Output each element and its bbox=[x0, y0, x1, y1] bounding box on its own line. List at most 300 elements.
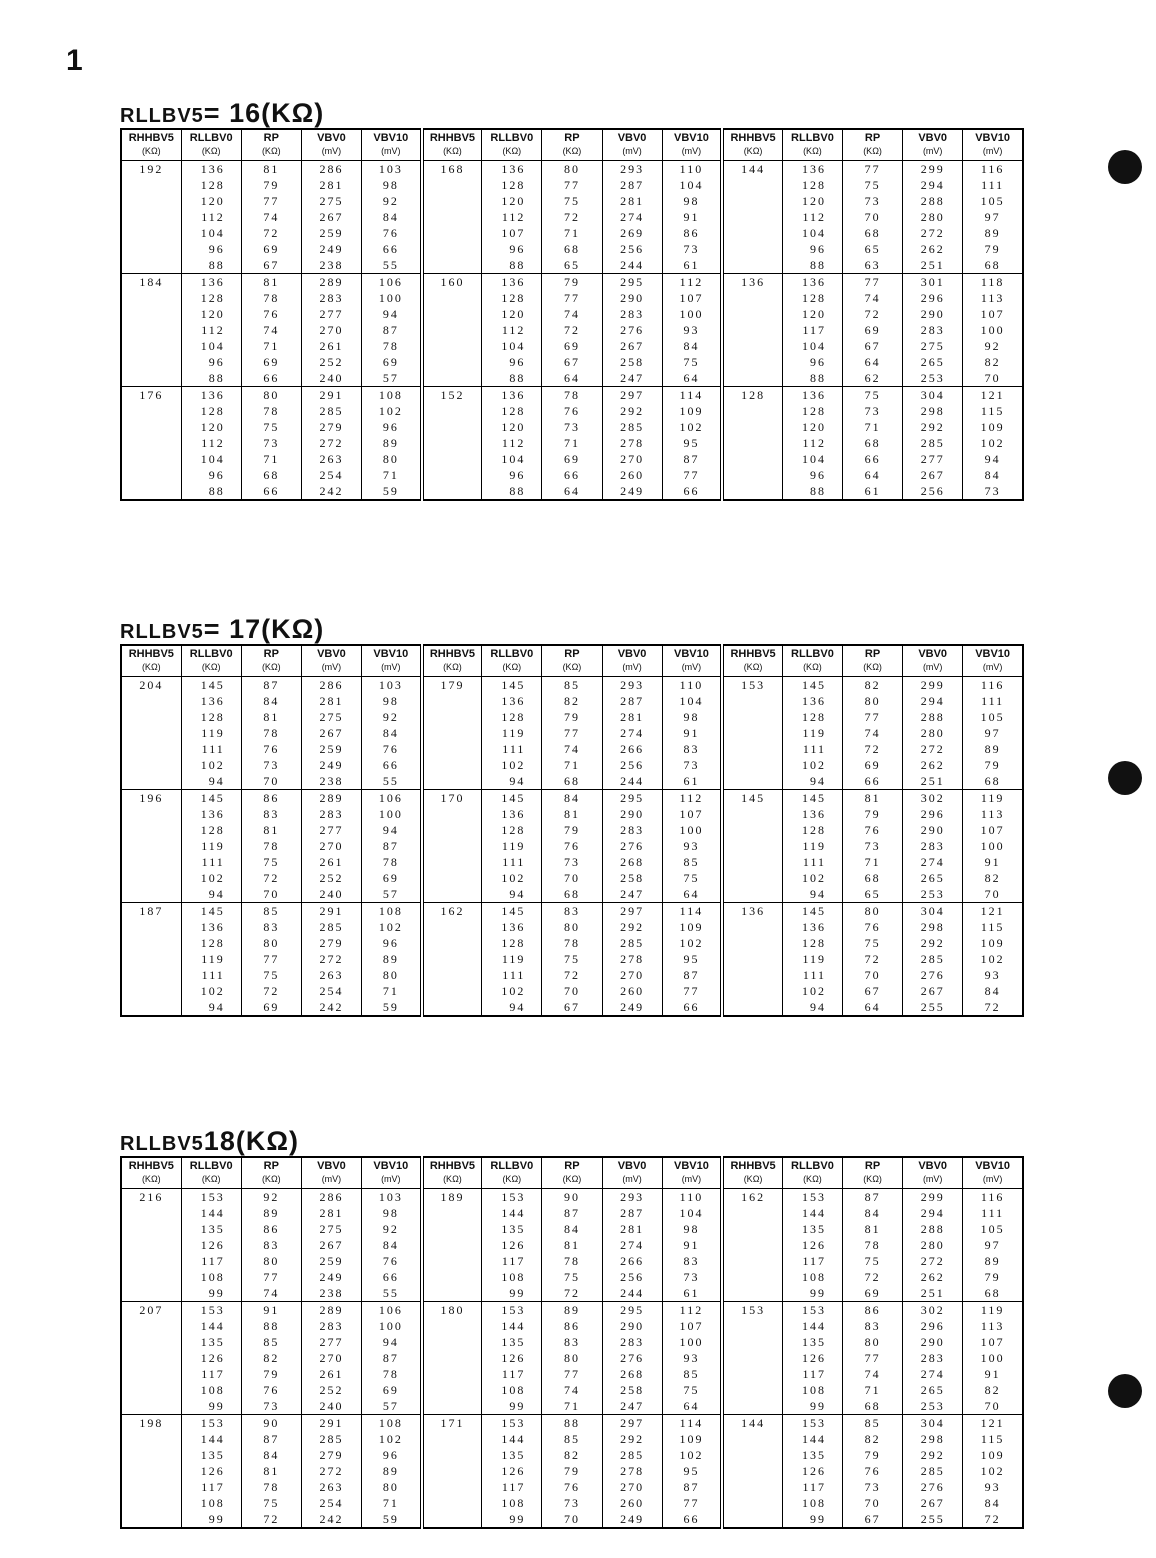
cell-rhhbv5 bbox=[121, 1285, 181, 1302]
cell-vbv10: 69 bbox=[362, 354, 422, 370]
cell-vbv10: 107 bbox=[963, 822, 1023, 838]
cell-vbv10: 68 bbox=[963, 257, 1023, 274]
cell-rhhbv5 bbox=[121, 209, 181, 225]
cell-rhhbv5 bbox=[121, 951, 181, 967]
cell-rhhbv5 bbox=[121, 1205, 181, 1221]
cell-rhhbv5 bbox=[422, 1285, 482, 1302]
table-row bbox=[121, 677, 1023, 694]
cell-vbv10: 94 bbox=[963, 451, 1023, 467]
cell-rp: 73 bbox=[843, 193, 903, 209]
cell-rhhbv5 bbox=[722, 354, 782, 370]
cell-rllbv0: 108 bbox=[782, 1269, 842, 1285]
cell-rhhbv5 bbox=[121, 1334, 181, 1350]
cell-vbv0: 266 bbox=[602, 741, 662, 757]
cell-vbv10: 55 bbox=[362, 773, 422, 790]
cell-rllbv0: 88 bbox=[482, 257, 542, 274]
cell-vbv0: 265 bbox=[903, 870, 963, 886]
cell-rllbv0: 108 bbox=[482, 1382, 542, 1398]
cell-rp: 84 bbox=[241, 693, 301, 709]
cell-rhhbv5 bbox=[422, 370, 482, 387]
cell-rhhbv5 bbox=[422, 1350, 482, 1366]
cell-vbv10: 70 bbox=[963, 886, 1023, 903]
cell-rhhbv5: 180 bbox=[422, 1302, 482, 1319]
cell-rhhbv5 bbox=[422, 1221, 482, 1237]
cell-vbv0: 296 bbox=[903, 1318, 963, 1334]
cell-rllbv0: 126 bbox=[782, 1463, 842, 1479]
cell-rhhbv5 bbox=[422, 1479, 482, 1495]
cell-rp: 86 bbox=[241, 1221, 301, 1237]
cell-vbv10: 113 bbox=[963, 1318, 1023, 1334]
cell-vbv0: 275 bbox=[301, 193, 361, 209]
cell-rp: 80 bbox=[241, 935, 301, 951]
cell-vbv0: 252 bbox=[301, 354, 361, 370]
cell-rhhbv5 bbox=[422, 773, 482, 790]
column-header-name: RHHBV5 bbox=[429, 132, 476, 144]
table-row bbox=[121, 1269, 1023, 1285]
cell-rhhbv5: 162 bbox=[422, 903, 482, 920]
cell-vbv0: 280 bbox=[903, 725, 963, 741]
cell-rhhbv5 bbox=[722, 338, 782, 354]
cell-rhhbv5 bbox=[121, 403, 181, 419]
punch-hole-middle bbox=[1108, 761, 1142, 795]
column-header-unit: (KΩ) bbox=[201, 1174, 221, 1184]
cell-rhhbv5 bbox=[722, 241, 782, 257]
cell-vbv10: 89 bbox=[362, 1463, 422, 1479]
table-row bbox=[121, 870, 1023, 886]
cell-vbv10: 110 bbox=[662, 677, 722, 694]
table-row bbox=[121, 225, 1023, 241]
cell-rhhbv5 bbox=[121, 709, 181, 725]
cell-rp: 72 bbox=[843, 741, 903, 757]
cell-rllbv0: 126 bbox=[181, 1237, 241, 1253]
cell-rllbv0: 135 bbox=[482, 1447, 542, 1463]
cell-vbv0: 287 bbox=[602, 177, 662, 193]
cell-vbv0: 294 bbox=[903, 177, 963, 193]
table-row bbox=[121, 209, 1023, 225]
cell-rllbv0: 128 bbox=[782, 290, 842, 306]
cell-rllbv0: 128 bbox=[482, 935, 542, 951]
section-title bbox=[120, 1126, 299, 1156]
table-row bbox=[121, 177, 1023, 193]
cell-vbv0: 274 bbox=[602, 209, 662, 225]
cell-vbv0: 263 bbox=[301, 451, 361, 467]
cell-rp: 77 bbox=[542, 1366, 602, 1382]
cell-vbv0: 287 bbox=[602, 1205, 662, 1221]
cell-rllbv0: 128 bbox=[482, 822, 542, 838]
cell-rhhbv5: 207 bbox=[121, 1302, 181, 1319]
column-header bbox=[843, 129, 903, 161]
cell-rp: 61 bbox=[843, 483, 903, 500]
cell-rhhbv5 bbox=[121, 1318, 181, 1334]
cell-rp: 78 bbox=[241, 403, 301, 419]
cell-rp: 84 bbox=[241, 1447, 301, 1463]
cell-vbv10: 78 bbox=[362, 338, 422, 354]
cell-rllbv0: 111 bbox=[181, 967, 241, 983]
cell-rhhbv5 bbox=[722, 983, 782, 999]
cell-rllbv0: 117 bbox=[782, 1253, 842, 1269]
cell-rhhbv5 bbox=[722, 838, 782, 854]
column-header-name: VBV0 bbox=[617, 648, 647, 660]
cell-rllbv0: 99 bbox=[782, 1398, 842, 1415]
cell-rllbv0: 111 bbox=[782, 741, 842, 757]
cell-vbv0: 261 bbox=[301, 854, 361, 870]
cell-rllbv0: 145 bbox=[482, 903, 542, 920]
cell-rhhbv5 bbox=[722, 483, 782, 500]
cell-vbv10: 109 bbox=[963, 419, 1023, 435]
cell-vbv0: 293 bbox=[602, 1189, 662, 1206]
cell-rp: 80 bbox=[542, 1350, 602, 1366]
cell-rhhbv5 bbox=[121, 806, 181, 822]
cell-rp: 85 bbox=[241, 903, 301, 920]
cell-vbv0: 272 bbox=[903, 225, 963, 241]
cell-vbv10: 73 bbox=[963, 483, 1023, 500]
cell-rhhbv5 bbox=[722, 193, 782, 209]
cell-rllbv0: 120 bbox=[782, 306, 842, 322]
cell-rp: 72 bbox=[542, 1285, 602, 1302]
cell-vbv0: 240 bbox=[301, 886, 361, 903]
cell-rhhbv5 bbox=[422, 435, 482, 451]
cell-rp: 79 bbox=[843, 806, 903, 822]
table-row bbox=[121, 322, 1023, 338]
cell-rllbv0: 120 bbox=[181, 419, 241, 435]
cell-vbv10: 61 bbox=[662, 257, 722, 274]
column-header-name: RLLBV0 bbox=[791, 1160, 834, 1172]
cell-vbv0: 285 bbox=[903, 951, 963, 967]
cell-rhhbv5 bbox=[422, 1237, 482, 1253]
cell-vbv10: 59 bbox=[362, 483, 422, 500]
table-row bbox=[121, 1366, 1023, 1382]
cell-rp: 74 bbox=[843, 725, 903, 741]
cell-vbv10: 113 bbox=[963, 290, 1023, 306]
cell-rhhbv5: 144 bbox=[722, 161, 782, 178]
cell-vbv10: 87 bbox=[662, 967, 722, 983]
cell-rhhbv5 bbox=[722, 306, 782, 322]
cell-rhhbv5 bbox=[722, 435, 782, 451]
column-header-name: RLLBV0 bbox=[189, 648, 233, 660]
cell-rhhbv5 bbox=[722, 806, 782, 822]
cell-vbv10: 59 bbox=[362, 1511, 422, 1528]
cell-vbv0: 281 bbox=[301, 693, 361, 709]
cell-rp: 80 bbox=[542, 919, 602, 935]
table-row bbox=[121, 919, 1023, 935]
cell-vbv10: 85 bbox=[662, 1366, 722, 1382]
cell-rllbv0: 107 bbox=[482, 225, 542, 241]
cell-vbv0: 244 bbox=[602, 773, 662, 790]
cell-vbv0: 267 bbox=[903, 983, 963, 999]
cell-rllbv0: 136 bbox=[181, 387, 241, 404]
cell-rp: 74 bbox=[843, 1366, 903, 1382]
cell-vbv0: 275 bbox=[301, 1221, 361, 1237]
cell-rllbv0: 119 bbox=[782, 838, 842, 854]
column-header-unit: (KΩ) bbox=[562, 1174, 582, 1184]
cell-rllbv0: 120 bbox=[482, 419, 542, 435]
cell-rhhbv5 bbox=[422, 467, 482, 483]
cell-rllbv0: 145 bbox=[782, 903, 842, 920]
column-header-name: VBV10 bbox=[975, 648, 1011, 660]
cell-rllbv0: 111 bbox=[482, 854, 542, 870]
column-header-unit: (KΩ) bbox=[502, 1174, 522, 1184]
cell-rp: 62 bbox=[843, 370, 903, 387]
cell-vbv10: 93 bbox=[963, 967, 1023, 983]
cell-vbv0: 251 bbox=[903, 257, 963, 274]
cell-rllbv0: 99 bbox=[181, 1398, 241, 1415]
cell-rllbv0: 120 bbox=[181, 306, 241, 322]
cell-rhhbv5 bbox=[722, 1334, 782, 1350]
cell-vbv10: 66 bbox=[362, 757, 422, 773]
column-header-unit: (KΩ) bbox=[743, 1174, 763, 1184]
cell-rllbv0: 94 bbox=[482, 773, 542, 790]
cell-vbv10: 66 bbox=[662, 999, 722, 1016]
cell-rp: 76 bbox=[542, 1479, 602, 1495]
cell-vbv10: 92 bbox=[362, 1221, 422, 1237]
cell-vbv10: 115 bbox=[963, 919, 1023, 935]
cell-rhhbv5 bbox=[422, 757, 482, 773]
cell-rhhbv5 bbox=[422, 403, 482, 419]
cell-rhhbv5 bbox=[121, 241, 181, 257]
column-header-name: VBV0 bbox=[317, 132, 346, 144]
cell-rhhbv5 bbox=[121, 773, 181, 790]
column-header bbox=[181, 129, 241, 161]
punch-hole-top bbox=[1108, 150, 1142, 184]
cell-vbv0: 247 bbox=[602, 1398, 662, 1415]
cell-vbv10: 69 bbox=[362, 1382, 422, 1398]
column-header-name: RP bbox=[864, 1160, 881, 1172]
cell-rllbv0: 104 bbox=[181, 451, 241, 467]
column-header-name: VBV10 bbox=[975, 132, 1011, 144]
column-header-name: RLLBV0 bbox=[490, 132, 534, 144]
column-header-name: VBV0 bbox=[918, 648, 948, 660]
cell-rhhbv5 bbox=[121, 419, 181, 435]
cell-vbv0: 259 bbox=[301, 1253, 361, 1269]
cell-rllbv0: 112 bbox=[782, 209, 842, 225]
cell-rp: 80 bbox=[241, 1253, 301, 1269]
cell-rllbv0: 128 bbox=[782, 403, 842, 419]
cell-rp: 85 bbox=[542, 677, 602, 694]
table-row bbox=[121, 1463, 1023, 1479]
cell-vbv10: 70 bbox=[963, 1398, 1023, 1415]
column-header-unit: (KΩ) bbox=[261, 146, 281, 156]
column-header-name: RLLBV0 bbox=[490, 1160, 534, 1172]
cell-rhhbv5 bbox=[722, 1205, 782, 1221]
cell-vbv10: 116 bbox=[963, 677, 1023, 694]
cell-vbv0: 267 bbox=[301, 209, 361, 225]
cell-rhhbv5: 152 bbox=[422, 387, 482, 404]
cell-rllbv0: 120 bbox=[782, 193, 842, 209]
cell-vbv0: 242 bbox=[301, 1511, 361, 1528]
cell-rhhbv5: 162 bbox=[722, 1189, 782, 1206]
cell-vbv0: 249 bbox=[602, 483, 662, 500]
cell-rp: 73 bbox=[542, 419, 602, 435]
cell-rhhbv5 bbox=[121, 435, 181, 451]
cell-rp: 79 bbox=[542, 709, 602, 725]
cell-vbv10: 87 bbox=[362, 322, 422, 338]
cell-rp: 69 bbox=[241, 354, 301, 370]
cell-vbv10: 102 bbox=[362, 919, 422, 935]
cell-rp: 67 bbox=[843, 1511, 903, 1528]
section-title-prefix: RLLBV5 bbox=[120, 621, 204, 643]
cell-vbv0: 251 bbox=[903, 1285, 963, 1302]
cell-rp: 67 bbox=[241, 257, 301, 274]
cell-rhhbv5 bbox=[121, 1447, 181, 1463]
cell-rp: 75 bbox=[542, 193, 602, 209]
column-header-name: VBV10 bbox=[373, 132, 409, 144]
cell-vbv0: 267 bbox=[301, 725, 361, 741]
cell-rllbv0: 117 bbox=[482, 1479, 542, 1495]
cell-rhhbv5 bbox=[722, 419, 782, 435]
column-header bbox=[602, 129, 662, 161]
cell-rhhbv5 bbox=[722, 1269, 782, 1285]
cell-rhhbv5 bbox=[121, 370, 181, 387]
cell-rhhbv5 bbox=[121, 1479, 181, 1495]
cell-vbv10: 77 bbox=[662, 1495, 722, 1511]
cell-rhhbv5: 128 bbox=[722, 387, 782, 404]
cell-rhhbv5 bbox=[722, 403, 782, 419]
table-row bbox=[121, 741, 1023, 757]
cell-rllbv0: 96 bbox=[482, 241, 542, 257]
cell-rhhbv5 bbox=[422, 1431, 482, 1447]
column-header-name: RP bbox=[564, 1160, 580, 1172]
header-row bbox=[121, 645, 1023, 677]
cell-vbv10: 94 bbox=[362, 822, 422, 838]
cell-rhhbv5 bbox=[121, 725, 181, 741]
cell-rhhbv5 bbox=[722, 209, 782, 225]
cell-rhhbv5 bbox=[422, 225, 482, 241]
cell-rp: 71 bbox=[542, 1398, 602, 1415]
cell-vbv10: 114 bbox=[662, 1415, 722, 1432]
cell-vbv10: 76 bbox=[362, 1253, 422, 1269]
cell-rp: 73 bbox=[542, 1495, 602, 1511]
cell-vbv10: 80 bbox=[362, 451, 422, 467]
cell-rhhbv5 bbox=[722, 1350, 782, 1366]
cell-rllbv0: 145 bbox=[782, 790, 842, 807]
cell-rp: 88 bbox=[241, 1318, 301, 1334]
cell-rp: 83 bbox=[542, 903, 602, 920]
cell-vbv10: 114 bbox=[662, 903, 722, 920]
cell-rllbv0: 126 bbox=[482, 1237, 542, 1253]
cell-rllbv0: 94 bbox=[782, 886, 842, 903]
column-header bbox=[722, 1157, 782, 1189]
cell-rhhbv5: 170 bbox=[422, 790, 482, 807]
cell-vbv0: 286 bbox=[301, 677, 361, 694]
cell-rp: 72 bbox=[542, 967, 602, 983]
cell-vbv0: 281 bbox=[602, 709, 662, 725]
cell-vbv10: 71 bbox=[362, 1495, 422, 1511]
cell-rp: 72 bbox=[542, 209, 602, 225]
cell-rp: 72 bbox=[241, 870, 301, 886]
cell-rp: 73 bbox=[843, 838, 903, 854]
cell-rllbv0: 135 bbox=[181, 1334, 241, 1350]
cell-rllbv0: 102 bbox=[181, 870, 241, 886]
cell-rllbv0: 153 bbox=[181, 1189, 241, 1206]
cell-rhhbv5 bbox=[121, 467, 181, 483]
cell-rhhbv5 bbox=[121, 290, 181, 306]
column-header-name: RHHBV5 bbox=[730, 132, 776, 144]
table-row bbox=[121, 1285, 1023, 1302]
cell-rhhbv5 bbox=[121, 1398, 181, 1415]
cell-vbv0: 256 bbox=[602, 1269, 662, 1285]
cell-vbv10: 102 bbox=[963, 435, 1023, 451]
cell-rllbv0: 88 bbox=[782, 370, 842, 387]
cell-vbv0: 267 bbox=[602, 338, 662, 354]
table-row bbox=[121, 1318, 1023, 1334]
cell-rp: 76 bbox=[843, 919, 903, 935]
cell-vbv0: 244 bbox=[602, 257, 662, 274]
cell-vbv10: 83 bbox=[662, 1253, 722, 1269]
cell-vbv10: 105 bbox=[963, 709, 1023, 725]
column-header bbox=[963, 645, 1023, 677]
cell-vbv0: 295 bbox=[602, 1302, 662, 1319]
column-header-name: RHHBV5 bbox=[429, 648, 476, 660]
column-header bbox=[602, 1157, 662, 1189]
cell-vbv10: 103 bbox=[362, 1189, 422, 1206]
cell-rp: 72 bbox=[241, 1511, 301, 1528]
cell-rp: 82 bbox=[542, 693, 602, 709]
cell-vbv0: 283 bbox=[602, 306, 662, 322]
cell-rhhbv5: 216 bbox=[121, 1189, 181, 1206]
cell-rp: 77 bbox=[241, 1269, 301, 1285]
cell-vbv10: 57 bbox=[362, 886, 422, 903]
cell-rp: 81 bbox=[241, 274, 301, 291]
cell-rp: 71 bbox=[843, 1382, 903, 1398]
cell-vbv0: 283 bbox=[903, 1350, 963, 1366]
cell-rp: 70 bbox=[542, 983, 602, 999]
cell-vbv0: 292 bbox=[903, 1447, 963, 1463]
cell-rhhbv5 bbox=[722, 870, 782, 886]
column-header-name: RP bbox=[864, 132, 881, 144]
column-header-name: RP bbox=[263, 648, 279, 660]
cell-vbv0: 254 bbox=[301, 467, 361, 483]
cell-vbv0: 253 bbox=[903, 370, 963, 387]
cell-vbv10: 91 bbox=[963, 854, 1023, 870]
column-header bbox=[903, 645, 963, 677]
column-header-unit: (KΩ) bbox=[443, 146, 462, 156]
cell-rp: 71 bbox=[542, 225, 602, 241]
cell-rp: 70 bbox=[542, 1511, 602, 1528]
cell-vbv0: 270 bbox=[602, 967, 662, 983]
cell-vbv0: 261 bbox=[301, 338, 361, 354]
column-header-name: VBV0 bbox=[317, 648, 346, 660]
column-header bbox=[542, 1157, 602, 1189]
cell-rhhbv5 bbox=[722, 1495, 782, 1511]
cell-vbv10: 97 bbox=[963, 1237, 1023, 1253]
cell-rp: 77 bbox=[542, 725, 602, 741]
column-header-unit: (mV) bbox=[381, 662, 401, 672]
cell-rllbv0: 144 bbox=[181, 1431, 241, 1447]
column-header bbox=[963, 1157, 1023, 1189]
cell-rhhbv5 bbox=[121, 451, 181, 467]
cell-rhhbv5 bbox=[722, 1318, 782, 1334]
column-header-name: VBV10 bbox=[674, 132, 709, 144]
cell-vbv0: 238 bbox=[301, 1285, 361, 1302]
cell-rhhbv5 bbox=[422, 886, 482, 903]
cell-rp: 66 bbox=[843, 773, 903, 790]
cell-rhhbv5: 184 bbox=[121, 274, 181, 291]
cell-vbv10: 98 bbox=[662, 193, 722, 209]
cell-rllbv0: 96 bbox=[181, 467, 241, 483]
cell-rp: 69 bbox=[241, 999, 301, 1016]
column-header bbox=[301, 1157, 361, 1189]
cell-rhhbv5 bbox=[121, 338, 181, 354]
cell-rllbv0: 145 bbox=[181, 790, 241, 807]
cell-vbv10: 107 bbox=[662, 290, 722, 306]
cell-rp: 76 bbox=[241, 741, 301, 757]
cell-rp: 84 bbox=[542, 790, 602, 807]
cell-rp: 69 bbox=[843, 322, 903, 338]
cell-rp: 81 bbox=[542, 1237, 602, 1253]
cell-vbv10: 78 bbox=[362, 854, 422, 870]
resistance-table bbox=[120, 128, 1024, 501]
cell-rllbv0: 145 bbox=[181, 677, 241, 694]
